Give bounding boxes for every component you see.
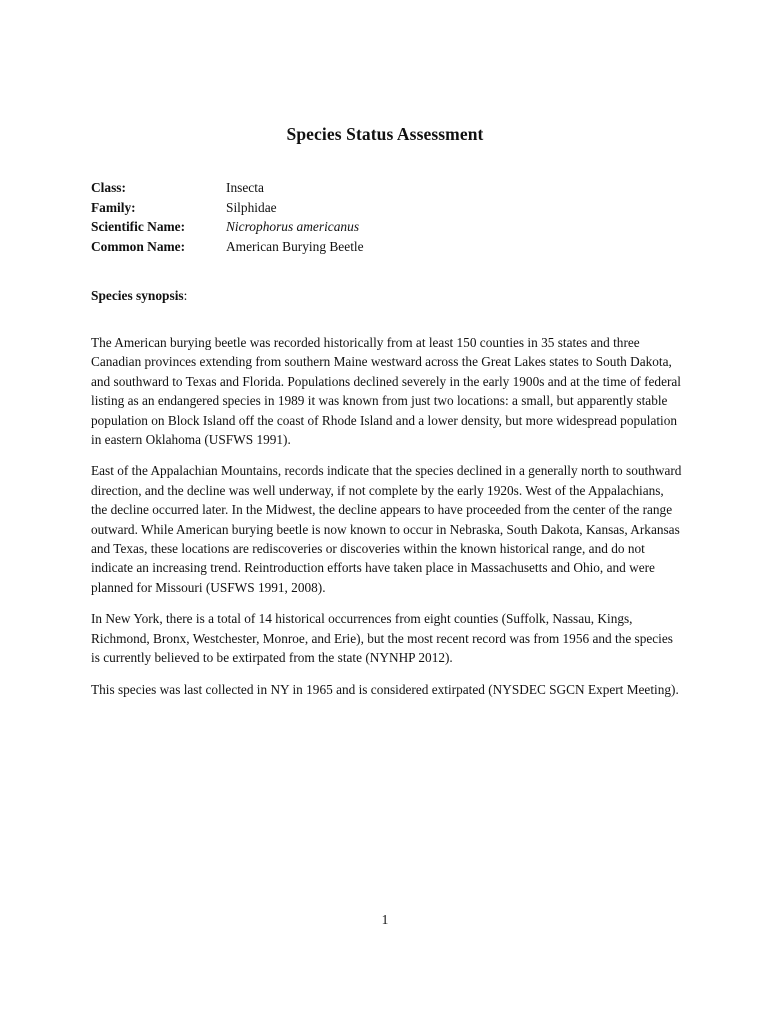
taxonomy-value: Silphidae <box>226 199 277 215</box>
taxonomy-label: Class: <box>91 180 126 195</box>
taxonomy-label: Scientific Name: <box>91 219 186 234</box>
synopsis-heading-label: Species synopsis <box>91 288 184 303</box>
synopsis-paragraph: The American burying beetle was recorded historically from at least 150 counties in 35 states and three Canadian provinces extending from southern Maine westward across the Great Lakes states to South Dakota, and southward to Texas and Florida. Populations declined severely in the early 1900s and at the time of federal listing as an endangered species in 1989 it was known from just two locations: a small, but apparently stable population on Block Island off the coast of Rhode Island and a lower density, but more widespread population in eastern Oklahoma (USFWS 1991). <box>91 335 682 448</box>
taxonomy-row-family <box>91 198 691 218</box>
synopsis-heading <box>91 286 187 306</box>
taxonomy-label: Family: <box>91 199 136 215</box>
taxonomy-value: Nicrophorus americanus <box>226 219 360 234</box>
taxonomy-value: Insecta <box>226 180 264 195</box>
taxonomy-row-scientific-name <box>91 217 691 237</box>
synopsis-paragraph: East of the Appalachian Mountains, records indicate that the species declined in a generally north to southward direction, and the decline was well underway, if not complete by the early 1920s. West of the Appalachians, the decline occurred later. In the Midwest, the decline appears to have proceeded from the center of the range outward. While American burying beetle is now known to occur in Nebraska, South Dakota, Kansas, Arkansas and Texas, these locations are rediscoveries or discoveries within the known historical range, and do not indicate an increasing trend. Reintroduction efforts have taken place in Massachusetts and Ohio, and were planned for Missouri (USFWS 1991, 2008). <box>91 463 682 595</box>
synopsis-heading-colon: : <box>183 288 188 303</box>
page-number: 1 <box>381 912 389 927</box>
taxonomy-row-common-name <box>91 237 691 257</box>
taxonomy-value: American Burying Beetle <box>226 238 364 254</box>
taxonomy-label: Common Name: <box>91 238 186 254</box>
synopsis-body <box>91 333 683 711</box>
taxonomy-table <box>91 178 691 256</box>
synopsis-paragraph: In New York, there is a total of 14 historical occurrences from eight counties (Suffolk, Nassau, Kings, Richmond, Bronx, Westchester, Monroe, and Erie), but the most recent record was from 1956 and the species is currently believed to be extirpated from the state (NYNHP 2012). <box>91 611 673 666</box>
page-title: Species Status Assessment <box>286 124 484 144</box>
taxonomy-row-class <box>91 178 691 198</box>
synopsis-paragraph: This species was last collected in NY in 1965 and is considered extirpated (NYSDEC SGCN Expert Meeting). <box>91 681 679 697</box>
